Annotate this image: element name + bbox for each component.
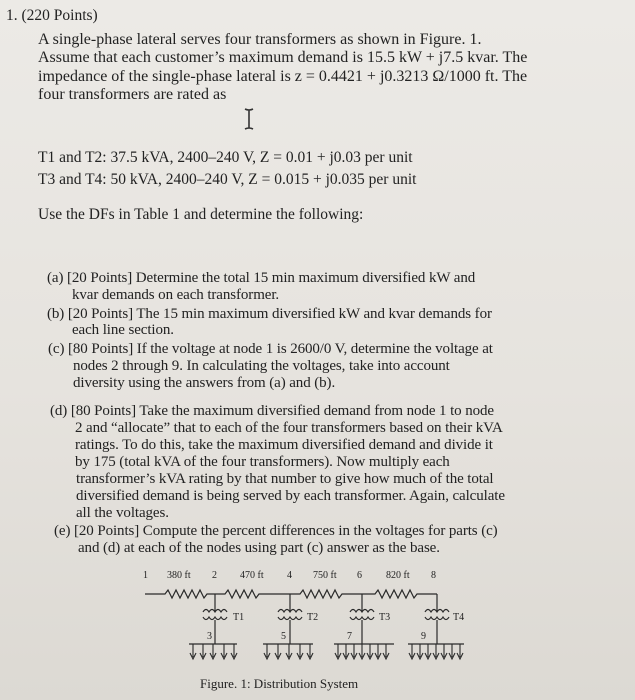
transformer-label-t3: T3 — [379, 612, 391, 623]
part-d-line-4: by 175 (total kVA of the four transformers). Now multiply each — [75, 454, 450, 470]
loads-node-3 — [190, 644, 237, 659]
intro-line-2: Assume that each customer’s maximum demand is 15.5 kW + j7.5 kvar. The — [38, 49, 528, 66]
distance-label-6-8: 820 ft — [386, 570, 410, 581]
secondary-node-label-3: 3 — [207, 631, 212, 642]
node-label-8: 8 — [431, 570, 436, 581]
part-a-line-1: (a) [20 Points] Determine the total 15 min maximum diversified kW and — [47, 270, 476, 286]
part-b-line-1: (b) [20 Points] The 15 min maximum diversified kW and kvar demands for — [47, 306, 492, 322]
intro-line-4: four transformers are rated as — [38, 86, 227, 103]
part-d-line-7: all the voltages. — [76, 505, 169, 521]
figure-caption: Figure. 1: Distribution System — [200, 676, 359, 691]
intro-line-1: A single-phase lateral serves four transformers as shown in Figure. 1. — [38, 31, 482, 48]
node-label-6: 6 — [357, 570, 362, 581]
part-c-line-3: diversity using the answers from (a) and (b). — [73, 375, 336, 391]
loads-node-9 — [409, 644, 463, 659]
rating-t1-t2: T1 and T2: 37.5 kVA, 2400–240 V, Z = 0.01 + j0.03 per unit — [38, 149, 413, 166]
transformer-label-t1: T1 — [233, 612, 245, 623]
part-e-line-2: and (d) at each of the nodes using part (c) answer as the base. — [78, 540, 440, 556]
part-d-line-2: 2 and “allocate” that to each of the four transformers based on their kVA — [75, 420, 503, 436]
t2-secondary-coil — [278, 617, 302, 620]
transformer-label-t2: T2 — [307, 612, 319, 623]
secondary-node-label-9: 9 — [421, 631, 426, 642]
node-label-1: 1 — [143, 570, 148, 581]
node-label-2: 2 — [212, 570, 217, 581]
text-cursor-icon — [244, 108, 254, 130]
t3-secondary-coil — [350, 617, 374, 620]
node-label-4: 4 — [287, 570, 292, 581]
distance-label-2-4: 470 ft — [240, 570, 264, 581]
t4-secondary-coil — [425, 617, 449, 620]
part-c-line-1: (c) [80 Points] If the voltage at node 1 is 2600/0 V, determine the voltage at — [48, 341, 493, 357]
part-c-line-2: nodes 2 through 9. In calculating the voltages, take into account — [73, 358, 450, 374]
t1-secondary-coil — [203, 617, 227, 620]
secondary-node-label-5: 5 — [281, 631, 286, 642]
secondary-node-label-7: 7 — [347, 631, 352, 642]
part-d-line-6: diversified demand is being served by each transformer. Again, calculate — [76, 488, 505, 504]
part-b-line-2: each line section. — [72, 322, 174, 338]
question-number: 1. (220 Points) — [6, 7, 98, 24]
part-d-line-3: ratings. To do this, take the maximum diversified demand and divide it — [75, 437, 493, 453]
distance-label-4-6: 750 ft — [313, 570, 337, 581]
part-e-line-1: (e) [20 Points] Compute the percent differences in the voltages for parts (c) — [54, 523, 498, 539]
primary-feeder-line — [145, 590, 437, 598]
loads-node-5 — [264, 644, 313, 659]
part-d-line-1: (d) [80 Points] Take the maximum diversified demand from node 1 to node — [50, 403, 494, 419]
intro-line-3: impedance of the single-phase lateral is z = 0.4421 + j0.3213 Ω/1000 ft. The — [38, 68, 528, 85]
distance-label-1-2: 380 ft — [167, 570, 191, 581]
part-d-line-5: transformer’s kVA rating by that number to give how much of the total — [76, 471, 494, 487]
part-a-line-2: kvar demands on each transformer. — [72, 287, 280, 303]
rating-t3-t4: T3 and T4: 50 kVA, 2400–240 V, Z = 0.015 + j0.035 per unit — [38, 171, 417, 188]
loads-node-7 — [335, 644, 389, 659]
transformer-label-t4: T4 — [453, 612, 465, 623]
instruction-text: Use the DFs in Table 1 and determine the following: — [38, 206, 364, 223]
